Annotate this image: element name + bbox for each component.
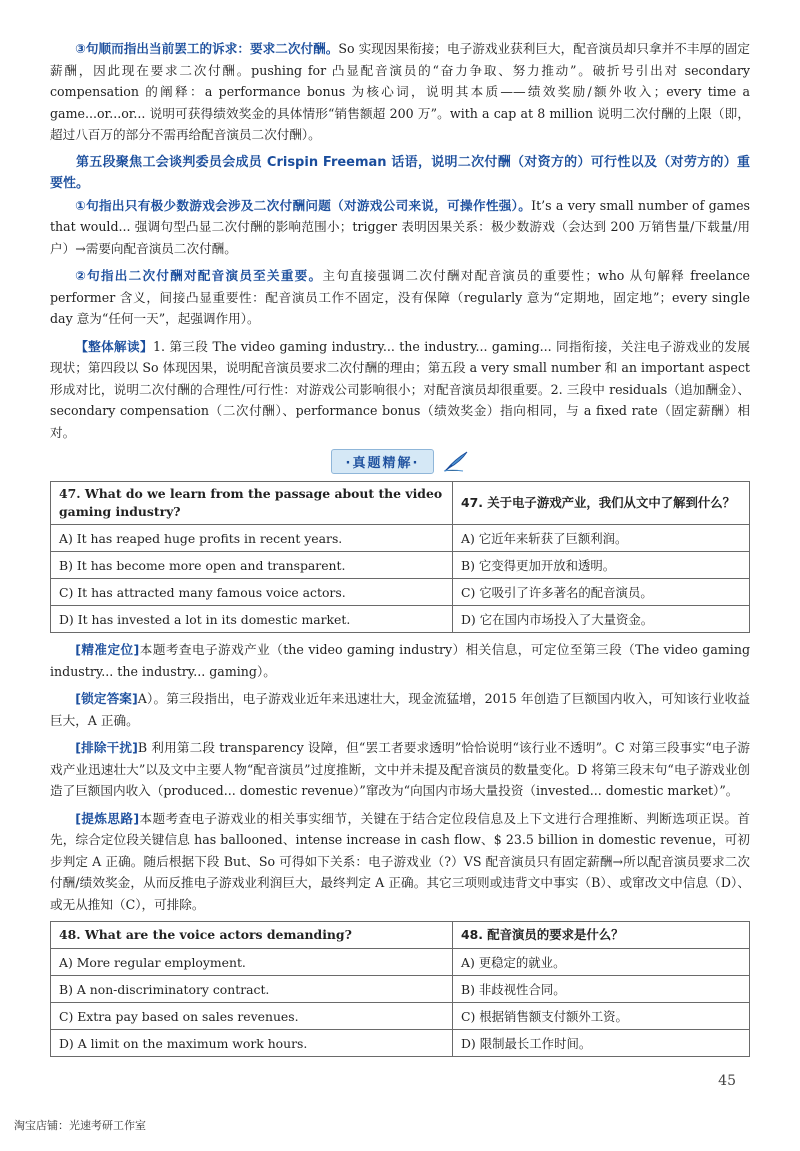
answer-tag: [锁定答案]: [75, 691, 138, 706]
q48-option-d-cn: D) 限制最长工作时间。: [453, 1030, 750, 1057]
paragraph-item2: [50, 265, 750, 330]
content: [50, 38, 750, 1063]
q47-option-c-cn: C) 它吸引了许多著名的配音演员。: [453, 579, 750, 606]
q48-option-c-cn: C) 根据销售额支付额外工资。: [453, 1003, 750, 1030]
exclude-text: B 利用第二段 transparency 设障，但“罢工者要求透明”恰恰说明“该行业不透明”。C 对第三段事实“电子游戏产业迅速壮大”以及文中主要人物“配音演员”过度推断，文中并未提及配音演员的数量变化。D 将第三段末句“电子游戏业创造了巨额国内收入（produced... domestic revenue）”窜改为“向国内市场大量投资（invested... domestic market）”。: [50, 740, 750, 798]
q47-option-a-en: A) It has reaped huge profits in recent years.: [51, 525, 453, 552]
paragraph-item3: [50, 38, 750, 146]
quill-icon: [443, 450, 469, 476]
item3-lead: ③句顺而指出当前罢工的诉求：要求二次付酬。: [75, 41, 339, 56]
table-row: [51, 922, 750, 949]
q47-option-d-cn: D) 它在国内市场投入了大量资金。: [453, 606, 750, 633]
locate-tag: [精准定位]: [75, 642, 140, 657]
section-heading: 第五段聚焦工会谈判委员会成员 Crispin Freeman 话语，说明二次付酬（对资方的）可行性以及（对劳方的）重要性。: [50, 154, 750, 191]
q47-option-b-en: B) It has become more open and transparent.: [51, 552, 453, 579]
q48-question-cn: 48. 配音演员的要求是什么？: [453, 922, 750, 949]
answer-text: A）。第三段指出，电子游戏业近年来迅速壮大，现金流猛增，2015 年创造了巨额国内收入，可知该行业收益巨大，A 正确。: [50, 691, 750, 728]
table-row: [51, 949, 750, 976]
refine-text: 本题考查电子游戏业的相关事实细节，关键在于结合定位段信息及上下文进行合理推断、判断选项正误。首先，综合定位段关键信息 has ballooned、intense increase in cash flow、$ 23.5 billion in domestic revenue，可初步判定 A 正确。随后根据下段 But、So 可得如下关系：电子游戏业（?）VS 配音演员只有固定薪酬→所以配音演员要求二次付酬/绩效奖金，从而反推电子游戏业利润巨大，最终判定 A 正确。其它三项则或违背文中事实（B）、或窜改文中信息（D）、或无从推知（C），可排除。: [50, 810, 751, 912]
q48-option-b-en: B) A non-discriminatory contract.: [51, 976, 453, 1003]
item1-body: It’s a very small number of games that would... 强调句型凸显二次付酬的影响范围小；trigger 表明因果关系：极少数游戏（会达到 200 万销售量/下载量/用户）→需要向配音演员二次付酬。: [50, 197, 750, 256]
banner-label: ·真题精解·: [331, 449, 435, 474]
locate-text: 本题考查电子游戏产业（the video gaming industry）相关信息，可定位至第三段（The video gaming industry... the industry... gaming）。: [50, 642, 751, 679]
paragraph-overall: [50, 336, 750, 444]
item2-body: 主句直接强调二次付酬对配音演员的重要性；who 从句解释 freelance performer 含义，间接凸显重要性：配音演员工作不固定，没有保障（regularly 意为“定期地，固定地”；every single day 意为“任何一天”，起强调作用）。: [50, 268, 750, 326]
analysis-answer: [50, 688, 750, 731]
paragraph-item1: [50, 195, 750, 260]
table-row: [51, 482, 750, 525]
analysis-refine: [50, 808, 750, 916]
table-row: [51, 1030, 750, 1057]
q48-option-a-cn: A) 更稳定的就业。: [453, 949, 750, 976]
overall-body: 1. 第三段 The video gaming industry... the industry... gaming... 同指衔接，关注电子游戏业的发展现状；第四段以 So 体现因果，说明配音演员要求二次付酬的理由；第五段 a very small number 和 an important aspect 形成对比，说明二次付酬的合理性/可行性：对游戏公司影响很小；对配音演员却很重要。2. 三段中 residuals（追加酬金）、secondary compensation（二次付酬）、performance bonus（绩效奖金）指向相同，与 a fixed rate（固定薪酬）相对。: [50, 338, 751, 440]
q48-question-en: 48. What are the voice actors demanding?: [51, 922, 453, 949]
overall-tag: 【整体解读】: [75, 338, 153, 354]
refine-tag: [提炼思路]: [75, 810, 140, 826]
table-row: [51, 579, 750, 606]
exclude-tag: [排除干扰]: [75, 740, 138, 755]
item3-body: So 实现因果衔接；电子游戏业获利巨大，配音演员却只拿并不丰厚的固定薪酬，因此现在要求二次付酬。pushing for 凸显配音演员的“奋力争取、努力推动”。破折号引出对 secondary compensation 的阐释：a performance bonus 为核心词，说明其本质——绩效奖励/额外收入；every time a game...or...or... 说明可获得绩效奖金的具体情形“销售额超 200 万”。with a cap at 8 million 说明二次付酬的上限（即，超过八百万的部分不需再给配音演员二次付酬）。: [50, 41, 750, 142]
question-47-table: [50, 481, 750, 633]
analysis-exclude: [50, 737, 750, 802]
analysis-locate: [50, 639, 750, 682]
item1-lead: ①句指出只有极少数游戏会涉及二次付酬问题（对游戏公司来说，可操作性强）。: [75, 197, 532, 213]
question-48-table: [50, 921, 750, 1057]
q47-question-cn: 47. 关于电子游戏产业，我们从文中了解到什么？: [453, 482, 750, 525]
q48-option-c-en: C) Extra pay based on sales revenues.: [51, 1003, 453, 1030]
q47-option-a-cn: A) 它近年来斩获了巨额利润。: [453, 525, 750, 552]
table-row: [51, 525, 750, 552]
q48-option-a-en: A) More regular employment.: [51, 949, 453, 976]
q47-question-en: 47. What do we learn from the passage about the video gaming industry?: [51, 482, 453, 525]
q48-option-b-cn: B) 非歧视性合同。: [453, 976, 750, 1003]
page-number: 45: [718, 1073, 736, 1089]
q47-option-d-en: D) It has invested a lot in its domestic market.: [51, 606, 453, 633]
table-row: [51, 606, 750, 633]
footer-shop-label: 淘宝店铺：光速考研工作室: [14, 1119, 146, 1132]
table-row: [51, 552, 750, 579]
section-banner: [50, 449, 750, 475]
q47-option-b-cn: B) 它变得更加开放和透明。: [453, 552, 750, 579]
table-row: [51, 1003, 750, 1030]
q48-option-d-en: D) A limit on the maximum work hours.: [51, 1030, 453, 1057]
item2-lead: ②句指出二次付酬对配音演员至关重要。: [75, 268, 323, 283]
table-row: [51, 976, 750, 1003]
q47-option-c-en: C) It has attracted many famous voice actors.: [51, 579, 453, 606]
